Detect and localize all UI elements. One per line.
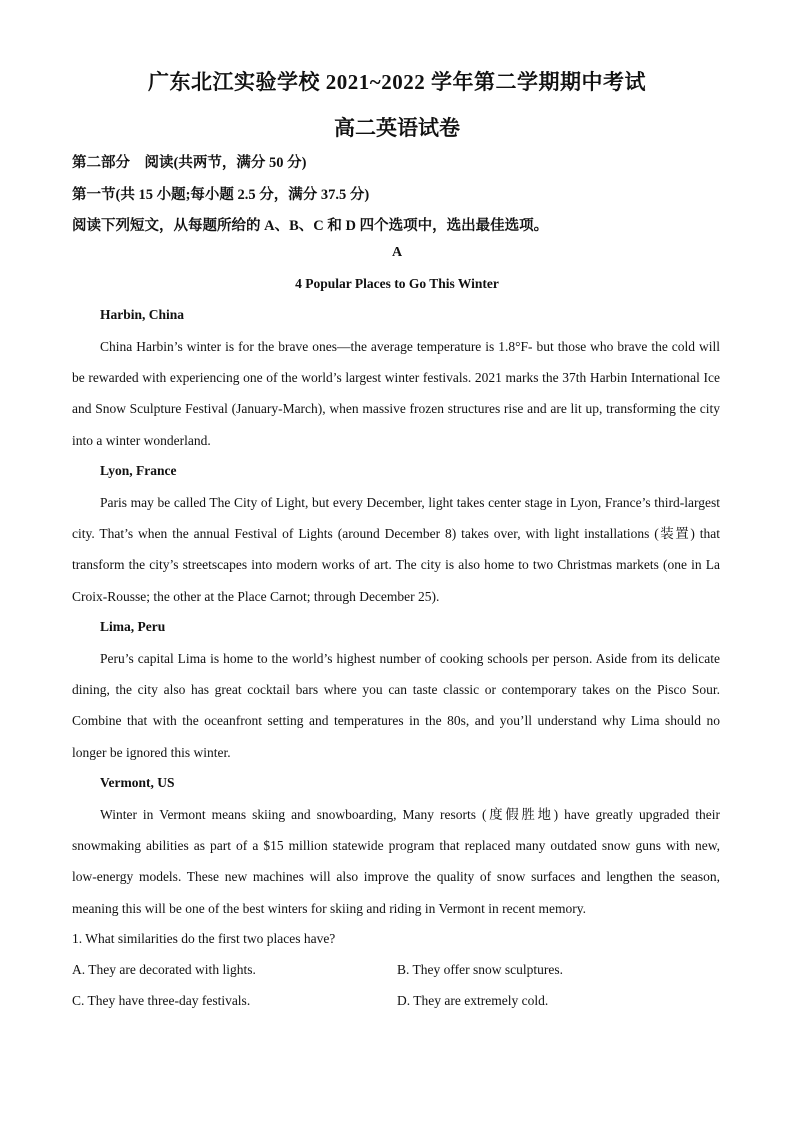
passage-label: A [391,245,403,260]
question-stem: 1. What similarities do the first two places have? [72,931,336,946]
directions: 阅读下列短文，从每题所给的 A、B、C 和 D 四个选项中，选出最佳选项。 [72,218,549,234]
exam-subtitle: 高二英语试卷 [334,116,460,140]
option-b[interactable]: B. They offer snow sculptures. [397,962,563,977]
place-heading-lyon: Lyon, France [100,463,177,478]
paragraph-lima: Peru’s capital Lima is home to the world’s highest number of cooking schools per person. Aside from its delicate dining, the city also has great cocktail bars where you can taste classic or contemporary takes on the Pisco Sour. Combine that with the oceanfront setting and temperatures in the 80s, and you’ll understand why Lima should no longer be ignored this winter. [72,651,720,760]
exam-title: 广东北江实验学校 2021~2022 学年第二学期期中考试 [148,70,646,94]
place-heading-harbin: Harbin, China [100,307,185,322]
paragraph-vermont: Winter in Vermont means skiing and snowboarding, Many resorts (度假胜地) have greatly upgraded their snowmaking abilities as part of a $15 million statewide program that replaced many outdated snow guns with new, low-energy models. These new machines will also improve the quality of snow surfaces and lengthen the season, meaning this will be one of the best winters for skiing and riding in Vermont in recent memory. [72,807,720,916]
paragraph-harbin: China Harbin’s winter is for the brave ones—the average temperature is 1.8°F- but those who brave the cold will be rewarded with experiencing one of the world’s largest winter festivals. 2021 marks the 37th Harbin International Ice and Snow Sculpture Festival (January-March), when massive frozen structures rise and are lit up, transforming the city into a winter wonderland. [72,339,720,448]
section-heading: 第一节(共 15 小题;每小题 2.5 分，满分 37.5 分) [72,187,370,203]
place-heading-vermont: Vermont, US [100,775,175,790]
option-c[interactable]: C. They have three-day festivals. [72,993,251,1008]
passage-title: 4 Popular Places to Go This Winter [295,276,499,291]
part-heading: 第二部分 阅读(共两节，满分 50 分) [72,155,307,171]
option-a[interactable]: A. They are decorated with lights. [72,962,256,977]
paragraph-lyon: Paris may be called The City of Light, but every December, light takes center stage in Lyon, France’s third-largest city. That’s when the annual Festival of Lights (around December 8) takes over, with light installations (装置) that transform the city’s streetscapes into modern works of art. The city is also home to two Christmas markets (one in La Croix-Rousse; the other at the Place Carnot; through December 25). [72,495,720,604]
option-d[interactable]: D. They are extremely cold. [397,993,549,1008]
place-heading-lima: Lima, Peru [100,619,166,634]
